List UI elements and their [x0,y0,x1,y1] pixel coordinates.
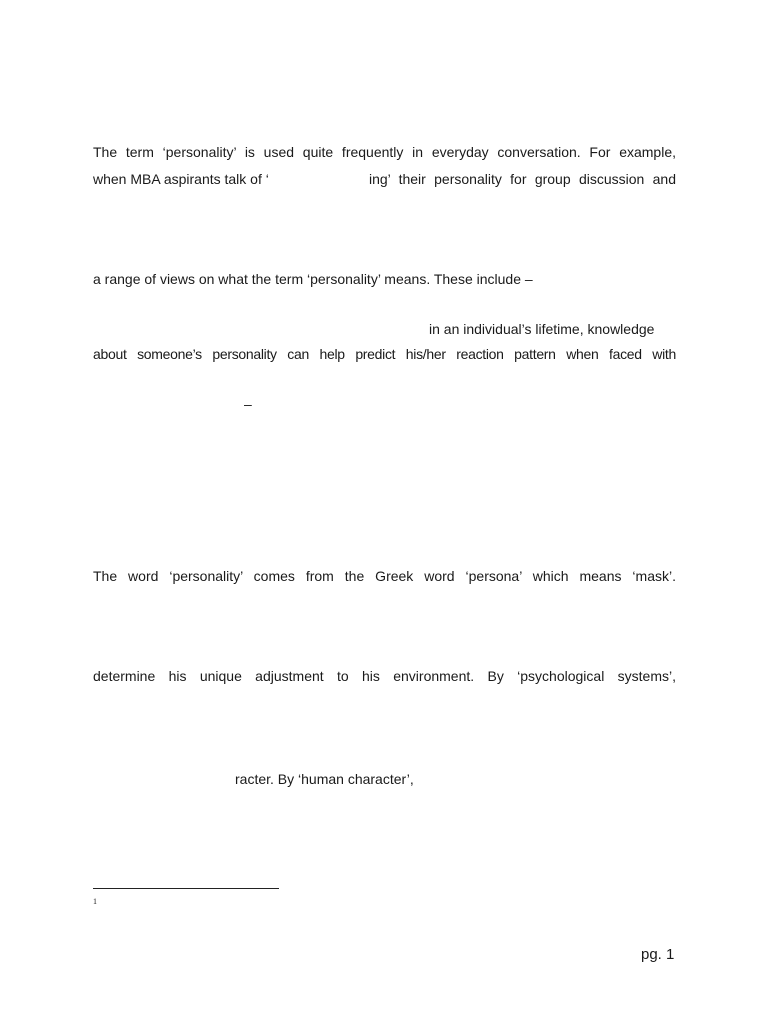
paragraph-line-2-end: ing’ their personality for group discussion and [369,171,676,187]
paragraph-line-4: in an individual’s lifetime, knowledge [429,321,655,337]
paragraph-line-1: The term ‘personality’ is used quite frequently in everyday conversation. For example, [93,144,676,160]
footnote-marker: 1 [93,897,97,906]
paragraph-line-7: determine his unique adjustment to his environment. By ‘psychological systems’, [93,668,676,684]
paragraph-line-8: racter. By ‘human character’, [235,771,414,787]
paragraph-line-5: about someone’s personality can help predict his/her reaction pattern when faced with [93,346,676,362]
dash-mark: – [244,396,252,412]
paragraph-line-2-start: when MBA aspirants talk of ‘ [93,171,269,187]
footnote-separator [93,888,279,889]
paragraph-line-6: The word ‘personality’ comes from the Greek word ‘persona’ which means ‘mask’. [93,568,676,584]
page-number: pg. 1 [641,946,675,963]
paragraph-line-3: a range of views on what the term ‘personality’ means. These include – [93,271,533,287]
